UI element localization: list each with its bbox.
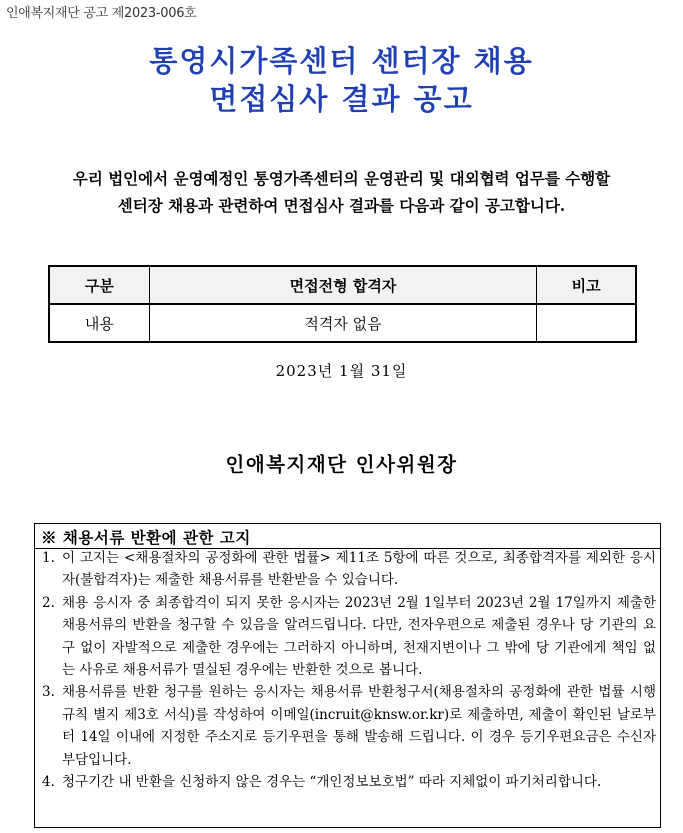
result-table — [48, 265, 637, 343]
cell-remarks — [537, 304, 636, 342]
intro-text-line1: 우리 법인에서 운영예정인 통영가족센터의 운영관리 및 대외협력 업무를 수행할 — [72, 169, 611, 188]
notice-item-number: 3. — [42, 684, 55, 701]
notice-item — [39, 592, 656, 682]
header-category: 구분 — [49, 266, 149, 304]
notice-item-number: 4. — [42, 774, 55, 791]
announcement-date: 2023년 1월 31일 — [275, 362, 408, 380]
notice-item-number: 1. — [42, 550, 55, 566]
issuer-name: 인애복지재단 인사위원장 — [225, 453, 458, 476]
header-remarks: 비고 — [537, 266, 636, 304]
notice-item — [39, 547, 656, 592]
notice-item-text: 채용 응시자 중 최종합격이 되지 못한 응시자는 2023년 2월 1일부터 2023년 2월 17일까지 제출한 채용서류의 반환을 청구할 수 있음을 알려드립니다. 다만, 전자우편으로 제출된 경우나 당 기관의 요구 없이 자발적으로 제출한 경우에는 그러하지 아니하며, 천재지변이나 그 밖에 당 기관에게 책임 없는 사유로 채용서류가 멸실된 경우에는 반환한 것으로 봅니다. — [62, 594, 656, 679]
notice-list — [39, 547, 656, 793]
table-header-row — [49, 266, 636, 304]
cell-category: 내용 — [49, 304, 149, 342]
notice-box — [34, 523, 661, 828]
table-row — [49, 304, 636, 342]
notice-item — [39, 681, 656, 771]
notice-item-number: 2. — [42, 594, 55, 611]
notice-item — [39, 771, 656, 793]
notice-item-text: 청구기간 내 반환을 신청하지 않은 경우는 “개인정보보호법” 따라 지체없이 파기처리합니다. — [62, 774, 602, 791]
page-title-line1: 통영시가족센터 센터장 채용 — [149, 44, 534, 78]
intro-text-line2: 센터장 채용과 관련하여 면접심사 결과를 다음과 같이 공고합니다. — [117, 196, 566, 215]
notice-title: ※ 채용서류 반환에 관한 고지 — [41, 528, 251, 547]
notice-item-text: 채용서류를 반환 청구를 원하는 응시자는 채용서류 반환청구서(채용절차의 공정화에 관한 법률 시행규칙 별지 제3호 서식)를 작성하여 이메일(incruit@knsw.or.kr)로 제출하면, 제출이 확인된 날로부터 14일 이내에 지정한 주소지로 등기우편을 통해 발송해 드립니다. 이 경우 등기우편요금은 수신자 부담입니다. — [62, 684, 656, 768]
cell-passers: 적격자 없음 — [149, 304, 537, 342]
header-passers: 면접전형 합격자 — [149, 266, 537, 304]
notice-item-text: 이 고지는 <채용절차의 공정화에 관한 법률> 제11조 5항에 따른 것으로, 최종합격자를 제외한 응시자(불합격자)는 제출한 채용서류를 반환받을 수 있습니다. — [62, 550, 656, 589]
document-number: 인애복지재단 공고 제2023-006호 — [6, 6, 197, 21]
page-title-line2: 면접심사 결과 공고 — [209, 82, 474, 116]
